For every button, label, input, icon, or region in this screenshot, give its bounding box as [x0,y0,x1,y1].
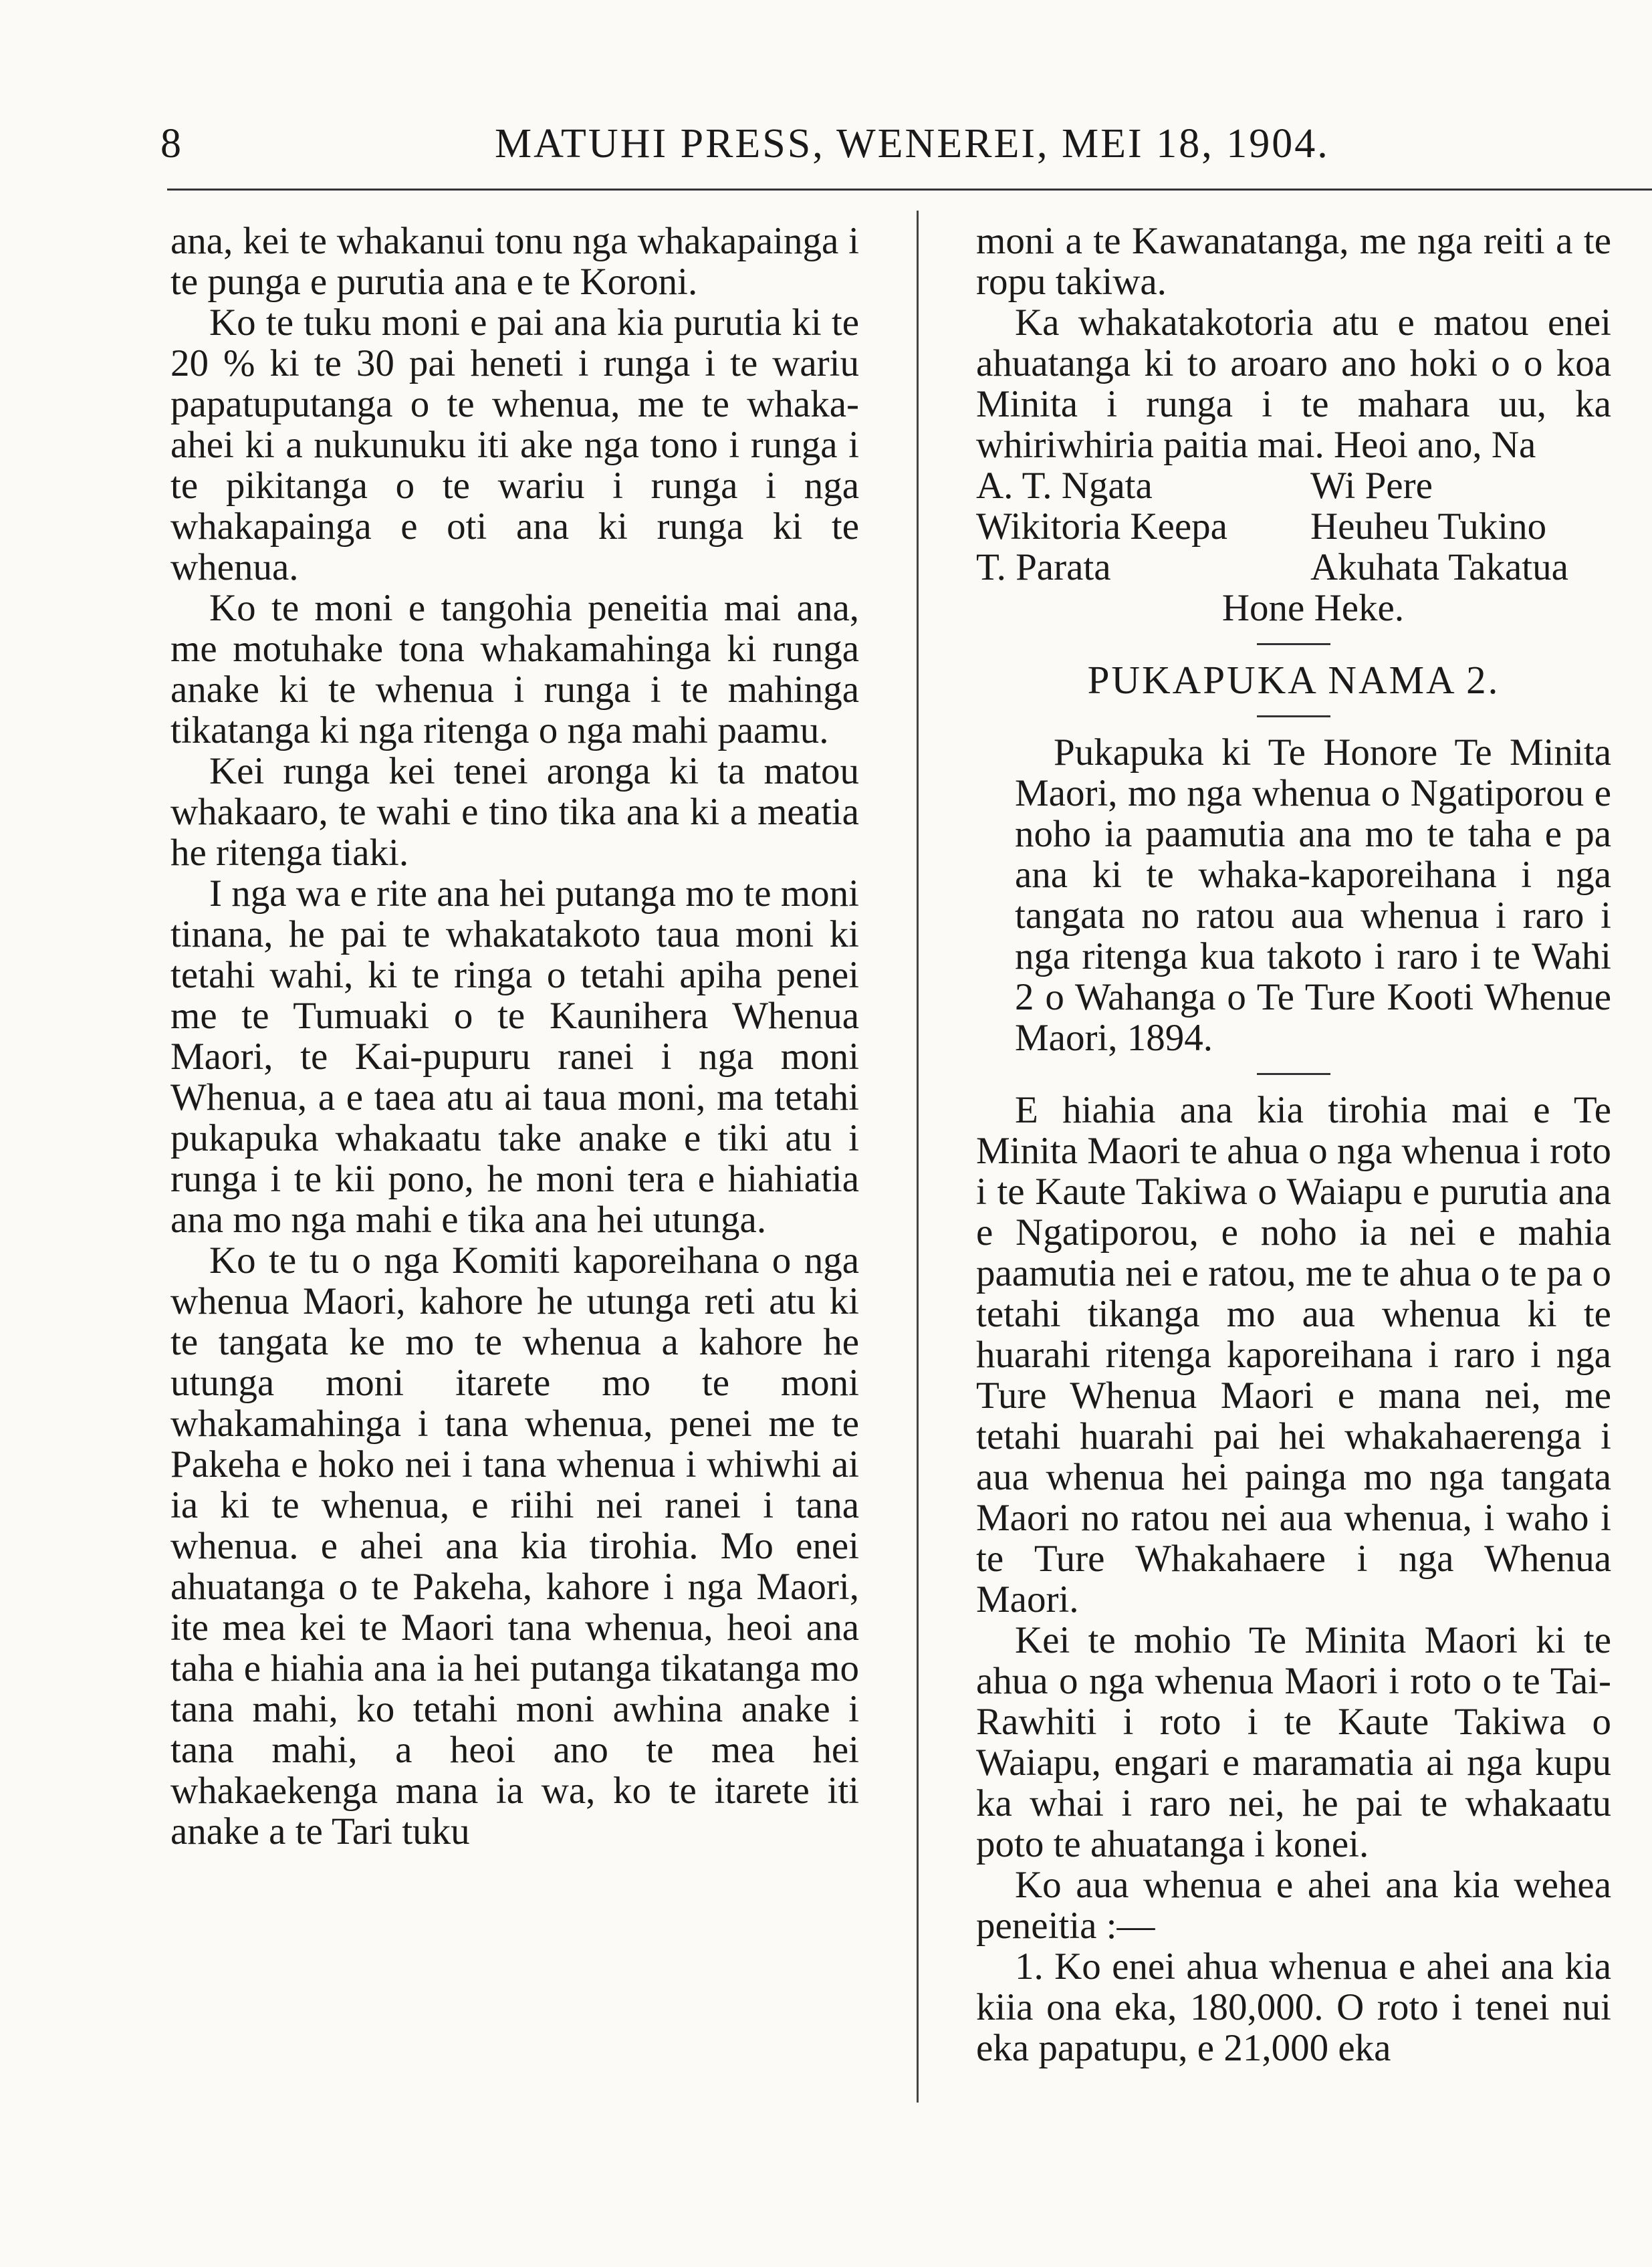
paragraph: ana, kei te whakanui tonu nga whakapainga i te punga e purutia ana e te Koroni. [170,220,859,303]
petition-title: Pukapuka ki Te Honore Te Minita Maori, mo nga whenua o Ngatiporou e noho ia paamutia ana mo te taha e pa ana ki te whaka-kaporeihana i nga tangata no ratou aua whenua i raro i nga ritenga kua takoto i raro i te Wahi 2 o Wahanga o Te Ture Kooti Whenue Maori, 1894. [1015,731,1611,1059]
signature: Akuhata Takatua [1310,546,1568,588]
section-heading: PUKAPUKA NAMA 2. [1087,658,1500,702]
left-column [170,221,859,1852]
paragraph: I nga wa e rite ana hei putanga mo te moni tinana, he pai te whakatakoto taua moni ki tetahi wahi, ki te ringa o tetahi apiha penei me te Tumuaki o te Kaunihera Whenua Maori, te Kai-pupuru ranei i nga moni Whenua, a e taea atu ai taua moni, ma tetahi pukapuka whakaatu take anake e tiki atu i runga i te kii pono, he moni tera e hiahiatia ana mo nga mahi e tika ana hei utunga. [170,872,859,1241]
signature: Heuheu Tukino [1310,505,1547,548]
right-column [976,221,1611,2068]
paragraph: 1. Ko enei ahua whenua e ahei ana kia kiia ona eka, 180,000. O roto i tenei nui eka papatupu, e 21,000 eka [976,1945,1611,2069]
signature: Wikitoria Keepa [976,505,1227,548]
header-rule [167,189,1652,191]
signature-list [976,465,1611,588]
column-divider [917,211,919,2103]
page-header [160,107,1538,181]
signature: A. T. Ngata [976,465,1153,507]
page-number: 8 [160,121,181,166]
section-rule [1257,715,1330,717]
paragraph: Kei te mohio Te Minita Maori ki te ahua o nga whenua Maori i roto o te Tai-Rawhiti i roto i te Kaute Takiwa o Waiapu, engari e maramatia ai nga kupu ka whai i raro nei, he pai te whakaatu poto te ahuatanga i konei. [976,1619,1611,1865]
paragraph: moni a te Kawanatanga, me nga reiti a te ropu takiwa. [976,220,1611,303]
section-rule [1257,1073,1330,1075]
paragraph: Kei runga kei tenei aronga ki ta matou whakaaro, te wahi e tino tika ana ki a meatia he ritenga tiaki. [170,750,859,874]
paragraph: Ko te tuku moni e pai ana kia purutia ki te 20 % ki te 30 pai heneti i runga i te wariu papatuputanga o te whenua, me te whaka-ahei ki a nukunuku iti ake nga tono i runga i te pikitanga o te wariu i runga i nga whakapainga e oti ana ki runga ki te whenua. [170,302,859,588]
paragraph: Ka whakatakotoria atu e matou enei ahuatanga ki to aroaro ano hoki o o koa Minita i runga i te mahara uu, ka whiriwhiria paitia mai. Heoi ano, Na [976,302,1611,466]
signature: Wi Pere [1310,465,1433,507]
signature: T. Parata [976,546,1111,588]
masthead: MATUHI PRESS, WENEREI, MEI 18, 1904. [495,121,1330,166]
paragraph: E hiahia ana kia tirohia mai e Te Minita Maori te ahua o nga whenua i roto i te Kaute Takiwa o Waiapu e purutia ana e Ngatiporou, e noho ia nei e mahia paamutia nei e ratou, me te ahua o te pa o tetahi tikanga mo aua whenua ki te huarahi ritenga kaporeihana i raro i nga Ture Whenua Maori e mana nei, me tetahi huarahi pai hei whakahaerenga i aua whenua hei painga mo nga tangata Maori no ratou nei aua whenua, i waho i te Ture Whakahaere i nga Whenua Maori. [976,1089,1611,1621]
paragraph: Ko aua whenua e ahei ana kia wehea peneitia :— [976,1864,1611,1947]
signature: Hone Heke. [1221,587,1405,629]
paragraph: Ko te tu o nga Komiti kaporeihana o nga whenua Maori, kahore he utunga reti atu ki te tangata ke mo te whenua a kahore he utunga moni itarete mo te moni whakamahinga i tana whenua, penei me te Pakeha e hoko nei i tana whenua i whiwhi ai ia ki te whenua, e riihi nei ranei i tana whenua. e ahei ana kia tirohia. Mo enei ahuatanga o te Pakeha, kahore i nga Maori, ite mea kei te Maori tana whenua, heoi ana taha e hiahia ana ia hei putanga tikatanga mo tana mahi, ko tetahi moni awhina anake i tana mahi, a heoi ano te mea hei whakaekenga mana ia wa, ko te itarete iti anake a te Tari tuku [170,1239,859,1853]
paragraph: Ko te moni e tangohia peneitia mai ana, me motuhake tona whakamahinga ki runga anake ki te whenua i runga i te mahinga tikatanga ki nga ritenga o nga mahi paamu. [170,587,859,751]
section-rule [1257,643,1330,645]
